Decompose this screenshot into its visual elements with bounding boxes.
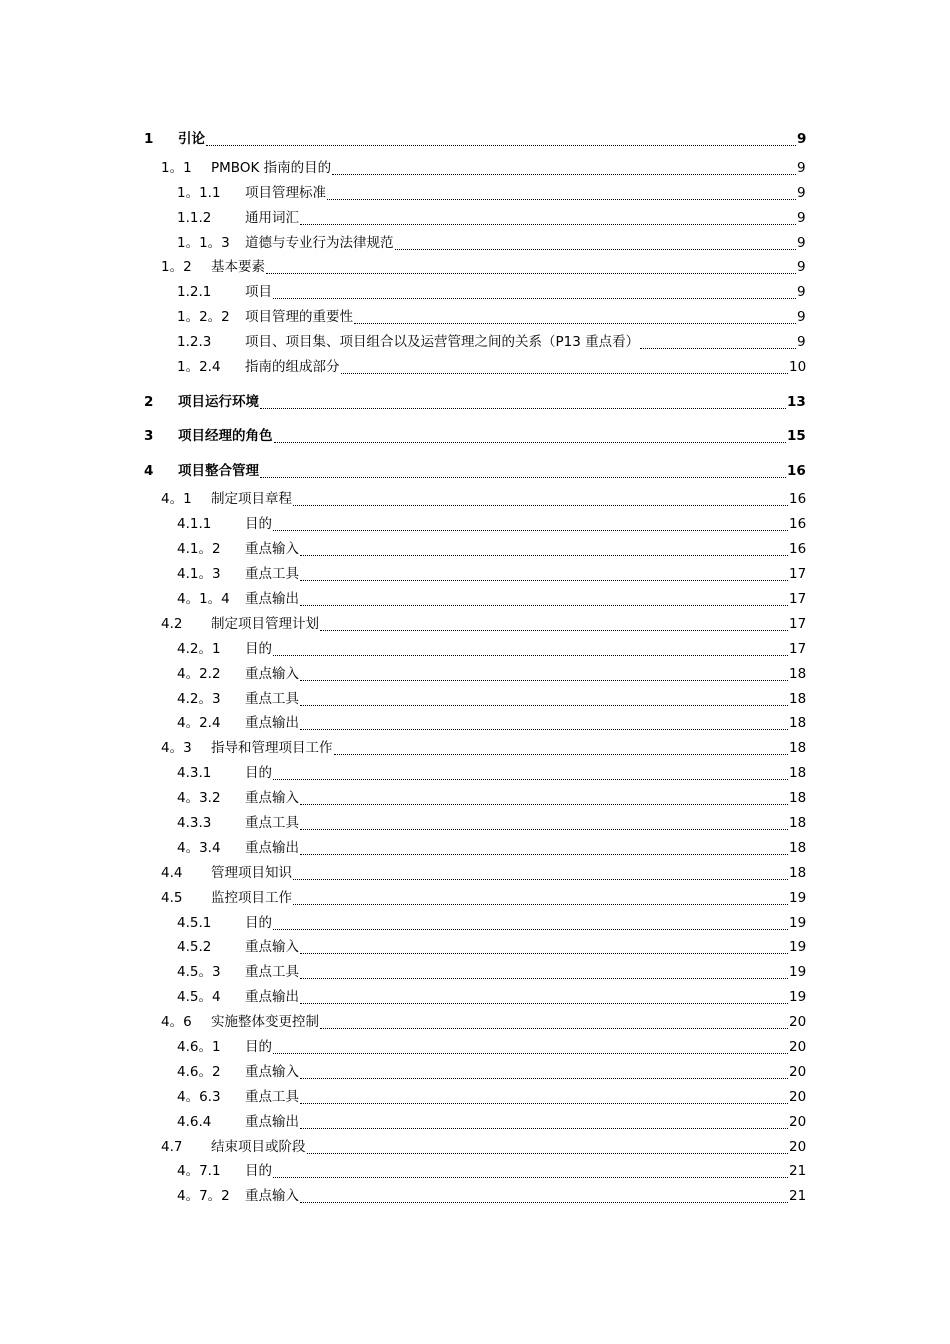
- toc-entry-number: 4。2.4: [177, 715, 221, 732]
- toc-entry[interactable]: [0, 958, 950, 983]
- toc-dot-leader: [327, 199, 796, 200]
- toc-entry[interactable]: [0, 560, 950, 585]
- toc-entry-number: 1.2.1: [177, 284, 212, 301]
- toc-entry-number: 1。2: [161, 259, 192, 276]
- toc-entry-number: 4。1。4: [177, 590, 230, 607]
- toc-entry[interactable]: [0, 1182, 950, 1207]
- toc-dot-leader: [273, 779, 788, 780]
- toc-entry-number: 4.6。2: [177, 1063, 221, 1080]
- toc-entry-page-number: 18: [789, 715, 807, 732]
- toc-entry-page-number: 18: [789, 864, 807, 881]
- toc-entry[interactable]: [0, 124, 950, 150]
- toc-entry[interactable]: [0, 1083, 950, 1108]
- toc-entry-number: 4。1: [161, 491, 192, 508]
- toc-entry[interactable]: [0, 784, 950, 809]
- toc-entry[interactable]: [0, 421, 950, 447]
- toc-entry-title: 监控项目工作: [211, 889, 292, 906]
- toc-dot-leader: [300, 705, 788, 706]
- toc-entry-page-number: 15: [787, 428, 806, 445]
- toc-entry-title: 制定项目章程: [211, 491, 292, 508]
- toc-entry-title: 目的: [245, 1163, 272, 1180]
- toc-entry-title: 重点输入: [245, 1188, 299, 1205]
- toc-dot-leader: [300, 224, 796, 225]
- toc-entry[interactable]: [0, 229, 950, 254]
- toc-entry-number: 4.1.1: [177, 516, 212, 533]
- toc-entry[interactable]: [0, 1058, 950, 1083]
- toc-entry-page-number: 20: [789, 1063, 807, 1080]
- toc-entry-number: 3: [144, 428, 154, 445]
- toc-entry-number: 1.1.2: [177, 209, 212, 226]
- toc-entry-title: 重点工具: [245, 1088, 299, 1105]
- toc-dot-leader: [354, 323, 796, 324]
- toc-dot-leader: [273, 655, 788, 656]
- toc-entry-title: PMBOK 指南的目的: [211, 159, 332, 176]
- toc-entry[interactable]: [0, 204, 950, 229]
- toc-dot-leader: [274, 442, 786, 443]
- toc-entry-title: 项目、项目集、项目组合以及运营管理之间的关系（P13 重点看）: [245, 334, 640, 351]
- toc-entry-page-number: 9: [797, 159, 806, 176]
- toc-entry-number: 4。6.3: [177, 1088, 221, 1105]
- toc-entry-title: 指导和管理项目工作: [211, 740, 333, 757]
- toc-entry-number: 4。6: [161, 1014, 192, 1031]
- toc-dot-leader: [320, 1028, 788, 1029]
- toc-entry-title: 目的: [245, 914, 272, 931]
- toc-entry[interactable]: [0, 1008, 950, 1033]
- toc-entry[interactable]: [0, 610, 950, 635]
- toc-entry-number: 4.4: [161, 864, 183, 881]
- toc-entry-page-number: 9: [797, 334, 806, 351]
- toc-entry-title: 重点输入: [245, 790, 299, 807]
- toc-entry-page-number: 9: [797, 131, 807, 147]
- toc-entry-title: 重点输出: [245, 715, 299, 732]
- toc-dot-leader: [300, 854, 788, 855]
- toc-dot-leader: [260, 408, 786, 409]
- toc-entry-title: 重点输入: [245, 1063, 299, 1080]
- toc-dot-leader: [332, 174, 796, 175]
- toc-dot-leader: [307, 1153, 788, 1154]
- toc-dot-leader: [273, 1053, 788, 1054]
- toc-dot-leader: [300, 804, 788, 805]
- toc-entry[interactable]: [0, 353, 950, 378]
- toc-entry-number: 4。3: [161, 740, 192, 757]
- toc-entry-title: 重点输出: [245, 590, 299, 607]
- toc-entry-page-number: 9: [797, 259, 806, 276]
- toc-dot-leader: [640, 348, 796, 349]
- toc-entry[interactable]: [0, 254, 950, 279]
- toc-entry-number: 4.5.1: [177, 914, 212, 931]
- toc-entry[interactable]: [0, 585, 950, 610]
- toc-entry-title: 项目经理的角色: [178, 428, 273, 445]
- toc-entry[interactable]: [0, 660, 950, 685]
- toc-entry-page-number: 16: [789, 516, 807, 533]
- toc-dot-leader: [293, 904, 788, 905]
- toc-entry[interactable]: [0, 328, 950, 353]
- toc-dot-leader: [300, 580, 788, 581]
- toc-entry[interactable]: [0, 934, 950, 959]
- toc-entry[interactable]: [0, 635, 950, 660]
- toc-dot-leader: [300, 1202, 788, 1203]
- toc-entry-page-number: 16: [789, 491, 807, 508]
- toc-entry-number: 4.2: [161, 615, 183, 632]
- toc-entry-page-number: 10: [789, 359, 807, 376]
- toc-entry[interactable]: [0, 909, 950, 934]
- toc-entry[interactable]: [0, 734, 950, 759]
- toc-entry[interactable]: [0, 759, 950, 784]
- toc-entry-number: 1。2.4: [177, 359, 221, 376]
- toc-dot-leader: [300, 729, 788, 730]
- toc-entry-page-number: 19: [789, 964, 807, 981]
- toc-entry[interactable]: [0, 1033, 950, 1058]
- toc-entry-title: 项目整合管理: [178, 462, 259, 479]
- toc-entry[interactable]: [0, 456, 950, 482]
- toc-entry-number: 4.6.4: [177, 1113, 212, 1130]
- toc-entry-number: 4: [144, 462, 154, 479]
- toc-dot-leader: [395, 249, 796, 250]
- toc-entry-page-number: 19: [789, 914, 807, 931]
- toc-entry[interactable]: [0, 1108, 950, 1133]
- toc-dot-leader: [300, 953, 788, 954]
- toc-dot-leader: [300, 605, 788, 606]
- toc-dot-leader: [260, 477, 786, 478]
- toc-dot-leader: [300, 1103, 788, 1104]
- toc-entry-title: 目的: [245, 640, 272, 657]
- toc-entry-number: 1: [144, 131, 154, 147]
- toc-entry-page-number: 21: [789, 1188, 807, 1205]
- toc-entry-number: 4.7: [161, 1138, 183, 1155]
- toc-entry-title: 项目管理标准: [245, 184, 326, 201]
- toc-entry-page-number: 20: [789, 1039, 807, 1055]
- toc-dot-leader: [300, 978, 788, 979]
- toc-entry-number: 1。1。3: [177, 234, 230, 251]
- toc-entry-title: 重点输入: [245, 939, 299, 956]
- toc-entry-page-number: 18: [789, 790, 807, 807]
- toc-entry-page-number: 9: [797, 209, 806, 226]
- toc-entry[interactable]: [0, 179, 950, 204]
- toc-entry-page-number: 20: [789, 1138, 807, 1155]
- toc-entry-title: 重点工具: [245, 964, 299, 981]
- toc-dot-leader: [300, 555, 788, 556]
- toc-dot-leader: [300, 680, 788, 681]
- toc-entry-page-number: 18: [789, 740, 807, 757]
- toc-entry-number: 4。3.4: [177, 839, 221, 856]
- toc-entry-page-number: 20: [789, 1113, 807, 1130]
- toc-dot-leader: [341, 373, 788, 374]
- toc-entry-number: 4.5.2: [177, 939, 212, 956]
- toc-entry-title: 目的: [245, 765, 272, 782]
- toc-entry-number: 1。1: [161, 159, 192, 176]
- toc-entry-title: 重点输入: [245, 541, 299, 558]
- toc-entry-page-number: 17: [789, 615, 807, 632]
- toc-dot-leader: [206, 145, 796, 146]
- toc-entry-page-number: 18: [789, 765, 807, 782]
- toc-dot-leader: [300, 1128, 788, 1129]
- toc-entry-number: 4.6。1: [177, 1039, 221, 1055]
- toc-entry[interactable]: [0, 154, 950, 179]
- toc-entry-title: 道德与专业行为法律规范: [245, 234, 394, 251]
- toc-entry[interactable]: [0, 710, 950, 735]
- toc-dot-leader: [300, 829, 788, 830]
- toc-entry-title: 重点输入: [245, 665, 299, 682]
- toc-entry-title: 重点工具: [245, 566, 299, 583]
- toc-entry[interactable]: [0, 834, 950, 859]
- toc-entry-title: 指南的组成部分: [245, 359, 340, 376]
- toc-entry-title: 项目运行环境: [178, 393, 259, 410]
- toc-entry-number: 4.5。4: [177, 989, 221, 1006]
- toc-entry[interactable]: [0, 859, 950, 884]
- toc-entry-page-number: 13: [787, 393, 806, 410]
- toc-dot-leader: [300, 1003, 788, 1004]
- toc-entry-page-number: 19: [789, 889, 807, 906]
- toc-entry[interactable]: [0, 486, 950, 511]
- toc-entry[interactable]: [0, 535, 950, 560]
- toc-entry-title: 重点输出: [245, 989, 299, 1006]
- table-of-contents: [0, 124, 950, 1207]
- toc-entry-number: 1.2.3: [177, 334, 212, 351]
- toc-entry[interactable]: [0, 1158, 950, 1183]
- toc-entry-title: 重点工具: [245, 814, 299, 831]
- toc-entry-page-number: 19: [789, 989, 807, 1006]
- toc-dot-leader: [300, 1078, 788, 1079]
- toc-dot-leader: [273, 530, 788, 531]
- toc-entry-page-number: 21: [789, 1163, 807, 1180]
- toc-entry-number: 4.2。3: [177, 690, 221, 707]
- toc-entry[interactable]: [0, 1133, 950, 1158]
- toc-entry-title: 项目管理的重要性: [245, 309, 353, 326]
- toc-entry-page-number: 18: [789, 690, 807, 707]
- toc-entry-number: 2: [144, 393, 154, 410]
- toc-entry-page-number: 20: [789, 1014, 807, 1031]
- toc-entry-title: 通用词汇: [245, 209, 299, 226]
- toc-entry-page-number: 17: [789, 640, 807, 657]
- toc-entry-title: 管理项目知识: [211, 864, 292, 881]
- toc-entry-number: 4.5。3: [177, 964, 221, 981]
- toc-entry[interactable]: [0, 685, 950, 710]
- toc-entry-page-number: 9: [797, 284, 806, 301]
- toc-entry-number: 4.1。3: [177, 566, 221, 583]
- toc-entry-title: 目的: [245, 1039, 272, 1055]
- toc-entry-page-number: 16: [787, 462, 806, 479]
- toc-dot-leader: [320, 630, 788, 631]
- toc-entry-title: 实施整体变更控制: [211, 1014, 319, 1031]
- toc-dot-leader: [266, 273, 796, 274]
- toc-entry[interactable]: [0, 884, 950, 909]
- toc-entry-title: 重点工具: [245, 690, 299, 707]
- toc-entry-page-number: 17: [789, 566, 807, 583]
- toc-entry[interactable]: [0, 387, 950, 413]
- toc-entry[interactable]: [0, 510, 950, 535]
- toc-entry-page-number: 18: [789, 665, 807, 682]
- toc-entry-number: 4.3.1: [177, 765, 212, 782]
- toc-entry-title: 制定项目管理计划: [211, 615, 319, 632]
- toc-dot-leader: [273, 298, 796, 299]
- toc-entry-page-number: 18: [789, 814, 807, 831]
- toc-dot-leader: [293, 505, 788, 506]
- toc-entry-page-number: 9: [797, 309, 806, 326]
- toc-entry-title: 基本要素: [211, 259, 265, 276]
- toc-entry[interactable]: [0, 809, 950, 834]
- toc-entry-title: 引论: [178, 131, 205, 147]
- toc-dot-leader: [334, 754, 788, 755]
- toc-entry-title: 重点输出: [245, 1113, 299, 1130]
- toc-entry-page-number: 18: [789, 839, 807, 856]
- toc-entry-number: 1。2。2: [177, 309, 230, 326]
- toc-entry-number: 4。7。2: [177, 1188, 230, 1205]
- toc-entry-title: 结束项目或阶段: [211, 1138, 306, 1155]
- toc-entry-number: 4.5: [161, 889, 183, 906]
- toc-entry-page-number: 17: [789, 590, 807, 607]
- toc-entry[interactable]: [0, 278, 950, 303]
- toc-entry-number: 4。2.2: [177, 665, 221, 682]
- toc-entry-number: 4。3.2: [177, 790, 221, 807]
- toc-entry-number: 4.1。2: [177, 541, 221, 558]
- toc-entry-title: 重点输出: [245, 839, 299, 856]
- toc-entry-page-number: 19: [789, 939, 807, 956]
- toc-entry[interactable]: [0, 983, 950, 1008]
- toc-dot-leader: [273, 1177, 788, 1178]
- toc-entry-number: 4。7.1: [177, 1163, 221, 1180]
- toc-entry-number: 4.2。1: [177, 640, 221, 657]
- toc-entry-number: 1。1.1: [177, 184, 221, 201]
- toc-dot-leader: [273, 929, 788, 930]
- toc-entry-page-number: 20: [789, 1088, 807, 1105]
- toc-entry-title: 项目: [245, 284, 272, 301]
- toc-entry-page-number: 16: [789, 541, 807, 558]
- toc-entry-title: 目的: [245, 516, 272, 533]
- toc-dot-leader: [293, 879, 788, 880]
- toc-entry-page-number: 9: [797, 234, 806, 251]
- toc-entry-number: 4.3.3: [177, 814, 212, 831]
- toc-entry-page-number: 9: [797, 184, 806, 201]
- toc-entry[interactable]: [0, 303, 950, 328]
